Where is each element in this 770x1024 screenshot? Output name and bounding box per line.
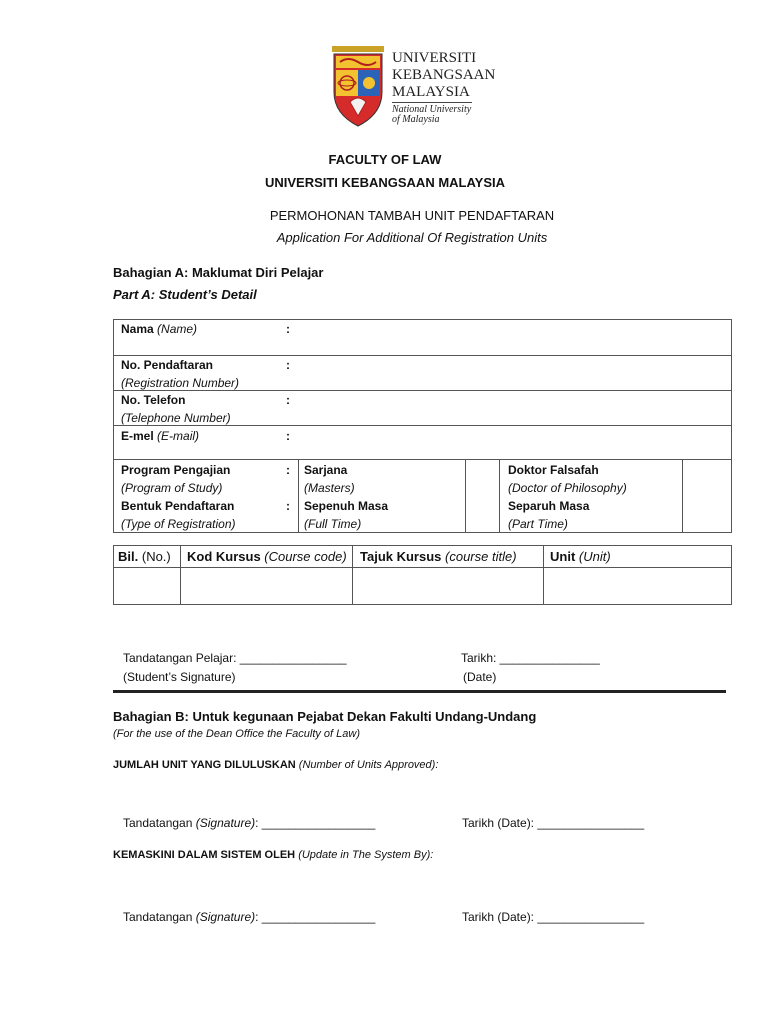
- phone-label-english: (Telephone Number): [121, 411, 231, 425]
- program-colon: :: [286, 463, 290, 477]
- dean-signature-2-english: (Signature): [195, 910, 256, 924]
- col-title-header-english: (course title): [445, 549, 517, 564]
- approved-units-label: JUMLAH UNIT YANG DILULUSKAN: [113, 759, 296, 771]
- fulltime-checkbox[interactable]: [467, 497, 497, 531]
- option-parttime-english: (Part Time): [508, 517, 568, 531]
- course-unit-cell[interactable]: [545, 569, 730, 603]
- approved-units-field[interactable]: [440, 755, 730, 775]
- course-no-cell[interactable]: [115, 569, 179, 603]
- logo-sub-2: of Malaysia: [392, 114, 440, 125]
- option-parttime[interactable]: [508, 499, 589, 531]
- option-fulltime-label: Sepenuh Masa: [304, 499, 389, 513]
- phone-field[interactable]: [300, 391, 730, 424]
- col-code-header: Kod Kursus: [187, 549, 261, 564]
- dean-date-field-2[interactable]: Tarikh (Date): ________________: [462, 910, 645, 924]
- type-label: Bentuk Pendaftaran: [121, 499, 235, 513]
- logo-line-2: KEBANGSAAN: [392, 67, 496, 83]
- option-phd-english: (Doctor of Philosophy): [508, 481, 627, 495]
- updated-by-field[interactable]: [430, 845, 730, 865]
- regno-colon: :: [286, 358, 290, 372]
- regno-field[interactable]: [300, 356, 730, 389]
- university-logo: [328, 44, 388, 128]
- regno-label-english: (Registration Number): [121, 376, 240, 390]
- course-title-cell[interactable]: [354, 569, 542, 603]
- university-title: UNIVERSITI KEBANGSAAN MALAYSIA: [264, 175, 506, 190]
- section-divider: [113, 690, 726, 693]
- form-title-english: Application For Additional Of Registration Units: [276, 230, 548, 245]
- option-masters-english: (Masters): [304, 481, 355, 495]
- name-label: Nama: [121, 322, 154, 336]
- phd-checkbox[interactable]: [684, 461, 730, 495]
- faculty-title: FACULTY OF LAW: [328, 152, 442, 167]
- masters-checkbox[interactable]: [467, 461, 497, 495]
- dean-date-field-1[interactable]: Tarikh (Date): ________________: [462, 816, 645, 830]
- name-colon: :: [286, 322, 290, 336]
- updated-by-english: (Update in The System By):: [298, 849, 434, 861]
- type-label-english: (Type of Registration): [121, 517, 236, 531]
- part-b-heading-english: (For the use of the Dean Office the Faculty of Law): [113, 728, 361, 740]
- col-no-header-english: (No.): [141, 549, 171, 564]
- program-label: Program Pengajian: [121, 463, 231, 477]
- option-phd-label: Doktor Falsafah: [508, 463, 599, 477]
- student-date-field[interactable]: Tarikh: _______________: [461, 651, 600, 665]
- dean-signature-2-label: Tandatangan: [123, 910, 193, 924]
- student-signature-field[interactable]: Tandatangan Pelajar: ________________: [123, 651, 347, 665]
- approved-units-english: (Number of Units Approved):: [298, 759, 439, 771]
- col-code-header-english: (Course code): [264, 549, 347, 564]
- student-signature-label: (Student’s Signature): [123, 670, 236, 684]
- parttime-checkbox[interactable]: [684, 497, 730, 531]
- part-a-heading: Bahagian A: Maklumat Diri Pelajar: [113, 265, 324, 280]
- col-no-header: Bil.: [118, 549, 139, 564]
- dean-signature-1-english: (Signature): [195, 816, 256, 830]
- dean-signature-1-line: : _________________: [255, 816, 376, 830]
- option-phd[interactable]: [508, 463, 627, 495]
- type-colon: :: [286, 499, 290, 513]
- form-title: PERMOHONAN TAMBAH UNIT PENDAFTARAN: [269, 208, 555, 223]
- dean-signature-2-line: : _________________: [255, 910, 376, 924]
- dean-signature-1-label: Tandatangan: [123, 816, 193, 830]
- logo-sub-1: National University: [392, 104, 472, 115]
- program-label-english: (Program of Study): [121, 481, 223, 495]
- email-field[interactable]: [300, 426, 730, 458]
- logo-line-3: MALAYSIA: [392, 84, 470, 100]
- option-fulltime-english: (Full Time): [304, 517, 362, 531]
- option-masters-label: Sarjana: [304, 463, 348, 477]
- col-unit-header-english: (Unit): [578, 549, 611, 564]
- col-unit-header: Unit: [550, 549, 576, 564]
- part-a-heading-english: Part A: Student’s Detail: [113, 287, 257, 302]
- col-title-header: Tajuk Kursus: [360, 549, 442, 564]
- logo-line-1: UNIVERSITI: [392, 50, 477, 66]
- option-masters[interactable]: [304, 463, 355, 495]
- phone-colon: :: [286, 393, 290, 407]
- phone-label: No. Telefon: [121, 393, 186, 407]
- updated-by-label: KEMASKINI DALAM SISTEM OLEH: [113, 849, 296, 861]
- crest-icon: [328, 44, 388, 128]
- option-parttime-label: Separuh Masa: [508, 499, 590, 513]
- name-label-english: (Name): [157, 322, 198, 336]
- logo-divider: [392, 102, 472, 103]
- name-field[interactable]: [300, 320, 730, 354]
- email-label-english: (E-mail): [157, 429, 200, 443]
- option-fulltime[interactable]: [304, 499, 388, 531]
- regno-label: No. Pendaftaran: [121, 358, 214, 372]
- dean-signature-field-2[interactable]: [123, 910, 375, 924]
- email-label: E-mel: [121, 429, 154, 443]
- course-code-cell[interactable]: [182, 569, 351, 603]
- part-b-heading: Bahagian B: Untuk kegunaan Pejabat Dekan Fakulti Undang-Undang: [113, 709, 537, 724]
- student-date-label: (Date): [463, 670, 497, 684]
- dean-signature-field-1[interactable]: [123, 816, 375, 830]
- email-colon: :: [286, 429, 290, 443]
